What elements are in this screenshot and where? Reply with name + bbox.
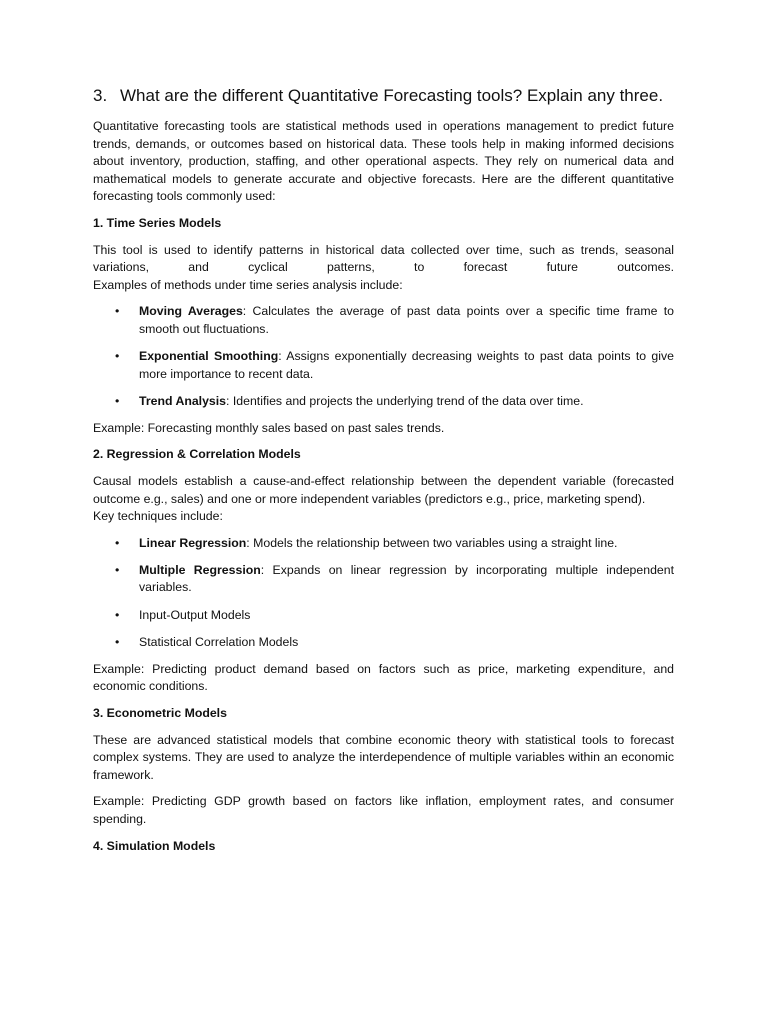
list-item <box>93 607 674 625</box>
section-heading-simulation: 4. Simulation Models <box>93 838 216 853</box>
list-item <box>93 393 674 411</box>
regression-example: Example: Predicting product demand based on factors such as price, marketing expenditure, and economic conditions. <box>93 661 674 694</box>
time-series-paragraph-line2: Examples of methods under time series analysis include: <box>93 277 403 292</box>
bullet-icon: • <box>115 535 120 550</box>
bullet-desc: : Calculates the average of past data points over a specific time frame to smooth out fluctuations. <box>139 304 674 336</box>
bullet-icon: • <box>115 562 120 577</box>
time-series-example: Example: Forecasting monthly sales based on past sales trends. <box>93 420 445 435</box>
intro-paragraph: Quantitative forecasting tools are statistical methods used in operations management to predict future trends, demands, or outcomes based on historical data. These tools help in making informed decisions about inventory, production, staffing, and other operational aspects. They rely on numerical data and mathematical models to generate accurate and objective forecasts. Here are the different quantitative forecasting tools commonly used: <box>93 119 674 204</box>
section-heading-regression: 2. Regression & Correlation Models <box>93 447 301 462</box>
list-item <box>93 562 674 597</box>
econometric-paragraph: These are advanced statistical models that combine economic theory with statistical tools to forecast complex systems. They are used to analyze the interdependence of multiple variables within an economic framework. <box>93 732 674 782</box>
bullet-icon: • <box>115 304 120 319</box>
bullet-desc: : Assigns exponentially decreasing weights to past data points to give more importance to recent data. <box>139 349 674 381</box>
time-series-bullet-list <box>93 303 674 410</box>
question-heading <box>93 86 674 106</box>
document-page <box>93 86 674 864</box>
bullet-desc: : Identifies and projects the underlying trend of the data over time. <box>226 393 584 408</box>
bullet-desc: : Models the relationship between two variables using a straight line. <box>246 535 618 550</box>
bullet-icon: • <box>115 393 120 408</box>
section-heading-econometric: 3. Econometric Models <box>93 705 227 720</box>
bullet-term: Exponential Smoothing <box>139 349 279 364</box>
bullet-icon: • <box>115 349 120 364</box>
regression-bullet-list <box>93 535 674 651</box>
question-text: What are the different Quantitative Forecasting tools? Explain any three. <box>120 86 664 105</box>
econometric-example: Example: Predicting GDP growth based on factors like inflation, employment rates, and consumer spending. <box>93 794 674 826</box>
bullet-desc: Input-Output Models <box>139 607 251 622</box>
bullet-icon: • <box>115 607 120 622</box>
bullet-term: Multiple Regression <box>139 562 261 577</box>
bullet-term: Moving Averages <box>139 304 243 319</box>
bullet-icon: • <box>115 634 120 649</box>
list-item <box>93 303 674 338</box>
time-series-paragraph-line1: This tool is used to identify patterns in historical data collected over time, such as trends, seasonal variations, and cyclical patterns, to forecast future outcomes. <box>93 242 674 275</box>
bullet-term: Linear Regression <box>139 535 247 550</box>
list-item <box>93 634 674 652</box>
list-item <box>93 348 674 383</box>
section-heading-time-series: 1. Time Series Models <box>93 215 222 230</box>
bullet-term: Trend Analysis <box>139 393 227 408</box>
regression-paragraph: Causal models establish a cause-and-effect relationship between the dependent variable (forecasted outcome e.g., sales) and one or more independent variables (predictors e.g., price, marketing spend). <box>93 474 674 506</box>
list-item <box>93 535 674 553</box>
bullet-desc: Statistical Correlation Models <box>139 634 299 649</box>
bullet-desc: : Expands on linear regression by incorporating multiple independent variables. <box>139 562 675 595</box>
regression-key-line: Key techniques include: <box>93 509 223 524</box>
question-number: 3. <box>93 86 108 105</box>
